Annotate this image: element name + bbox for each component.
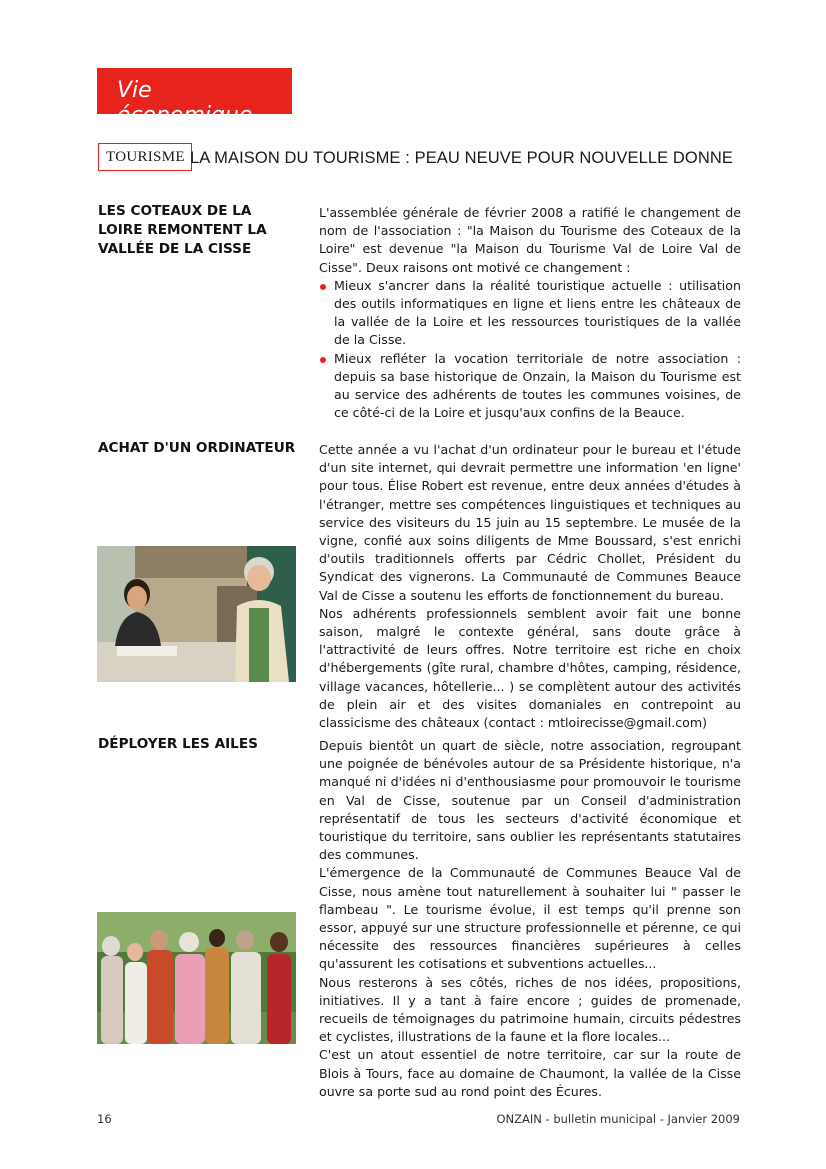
list-item-text: Mieux s'ancrer dans la réalité touristique actuelle : utilisation des outils informatiques en ligne et liens entre les châteaux de la vallée de la Loire et les ressources touristiques de la vallée de la Cisse. (334, 277, 741, 348)
bullet-icon (320, 284, 326, 290)
section-title-ordinateur: ACHAT D'UN ORDINATEUR (98, 440, 296, 456)
paragraph: C'est un atout essentiel de notre territoire, car sur la route de Blois à Tours, face au domaine de Chaumont, la vallée de la Cisse ouvre sa porte sud au rond point des Écures. (319, 1047, 741, 1099)
paragraph: Cette année a vu l'achat d'un ordinateur pour le bureau et l'étude d'un site internet, qui devrait permettre une information 'en ligne' pour tous. Élise Robert est revenue, entre deux années d'études à l'étranger, mettre ses compétences linguistiques et techniques au service des visiteurs du 15 juin au 15 septembre. Le musée de la vigne, confié aux soins diligents de Mme Boussard, s'est enrichi d'outils traditionnels offerts par Cédric Chollet, Président du Syndicat des vignerons. La Communauté de Communes Beauce Val de Cisse a soutenu les efforts de fonctionnement du bureau. (319, 442, 741, 603)
publication-footer: ONZAIN - bulletin municipal - Janvier 2009 (496, 1112, 740, 1126)
section-body-ailes (319, 737, 741, 1101)
paragraph: Nous resterons à ses côtés, riches de nos idées, propositions, initiatives. Il y a tant à faire encore ; guides de promenade, recueils de témoignages du patrimoine humain, circuits pédestres et cyclistes, illustrations de la faune et la flore locales... (319, 974, 741, 1045)
category-tag: TOURISME (98, 143, 192, 171)
photo-image (97, 912, 296, 1044)
photo-image (97, 546, 296, 682)
paragraph: L'émergence de la Communauté de Communes Beauce Val de Cisse, nous amène tout naturellement à souhaiter lui " passer le flambeau ". Le tourisme évolue, il est temps qu'il prenne son essor, appuyé sur une structure professionnelle et pérenne, ce qui nécessite des ressources financières supérieures à celles qu'assurent les cotisations et subventions actuelles... (319, 865, 741, 972)
page-number: 16 (97, 1112, 112, 1126)
list-item (319, 350, 741, 423)
article-headline: LA MAISON DU TOURISME : PEAU NEUVE POUR NOUVELLE DONNE (190, 149, 733, 167)
paragraph: Depuis bientôt un quart de siècle, notre association, regroupant une poignée de bénévoles autour de sa Présidente historique, n'a manqué ni d'idées ni d'enthousiasme pour promouvoir le tourisme en Val de Cisse, soutenue par un Conseil d'administration représentatif de tous les secteurs d'activité économique et touristique du territoire, sans oublier les représentants statutaires des communes. (319, 738, 741, 863)
bullet-icon (320, 357, 326, 363)
section-body-coteaux (319, 204, 741, 422)
list-item (319, 277, 741, 350)
section-body-ordinateur (319, 441, 741, 732)
section-title-coteaux: LES COTEAUX DE LA LOIRE REMONTENT LA VALLÉE DE LA CISSE (98, 203, 267, 257)
list-item-text: Mieux refléter la vocation territoriale de notre association : depuis sa base historique de Onzain, la Maison du Tourisme est au service des adhérents de toutes les communes voisines, de ce côté-ci de la Loire et jusqu'aux confins de la Beauce. (334, 350, 741, 421)
paragraph: Nos adhérents professionnels semblent avoir fait une bonne saison, malgré le contexte général, sans doute grâce à l'attractivité de leurs offres. Notre territoire est riche en choix d'hébergements (gîte rural, chambre d'hôtes, camping, résidence, village vacances, hôtellerie... ) se complètent autour des activités de plein air et des visites domaniales en contrepoint au classicisme des châteaux (contact : mtloirecisse@gmail.com) (319, 605, 741, 731)
section-banner: Vie économique (97, 68, 292, 114)
paragraph: L'assemblée générale de février 2008 a ratifié le changement de nom de l'association : "la Maison du Tourisme des Coteaux de la Loire" est devenue "la Maison du Tourisme Val de Loire Val de Cisse". Deux raisons ont motivé ce changement : (319, 205, 741, 275)
photo-association-group (97, 912, 296, 1044)
section-title-ailes: DÉPLOYER LES AILES (98, 736, 258, 752)
bullet-list (319, 277, 741, 423)
photo-office-staff (97, 546, 296, 682)
